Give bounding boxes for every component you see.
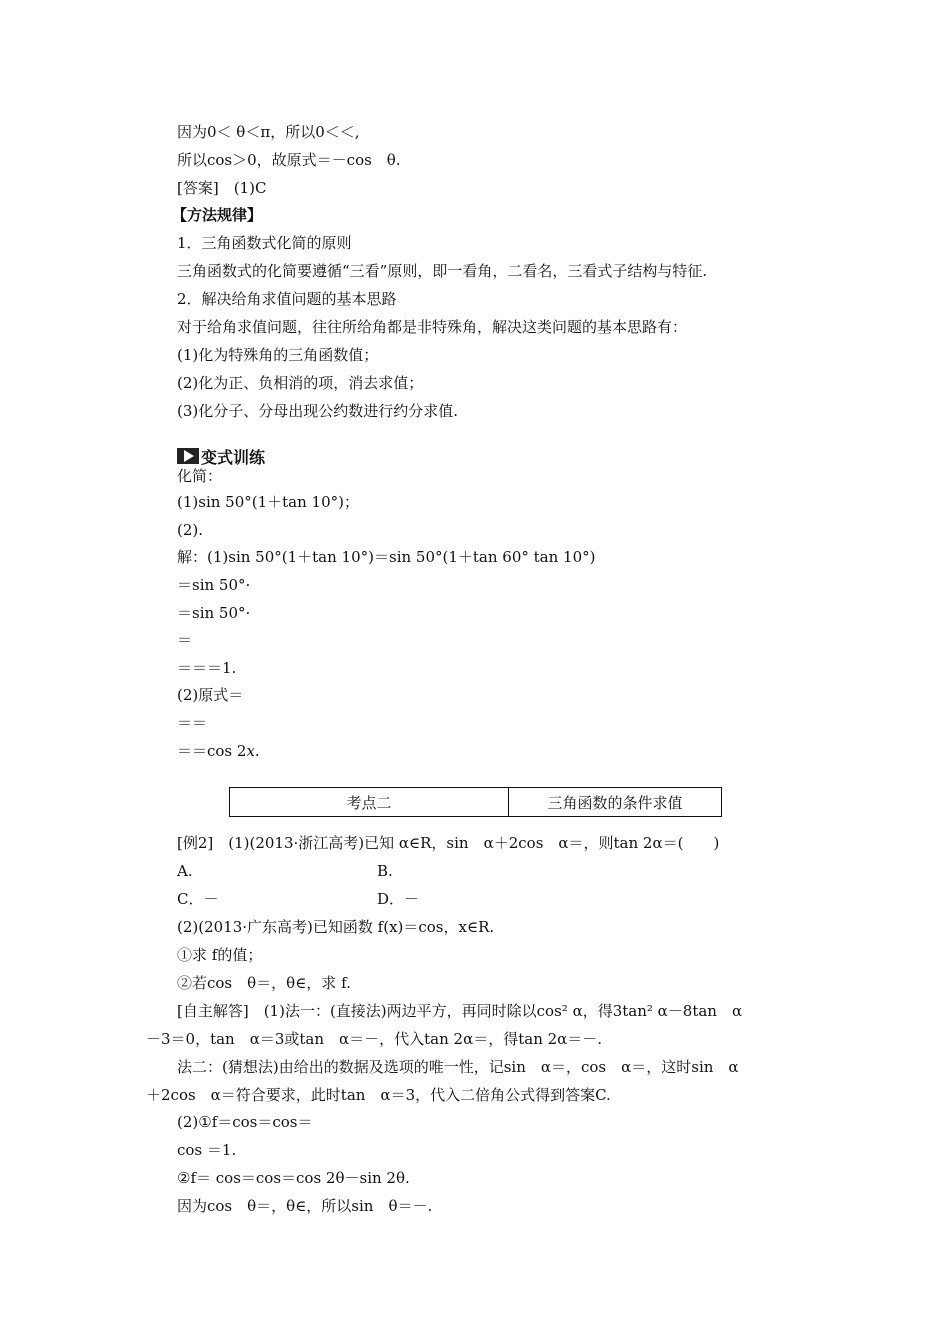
text-line: ＝＝＝1.	[177, 659, 237, 677]
text-line: ＝sin 50°·	[177, 576, 251, 594]
text-line: (1)sin 50°(1＋tan 10°)；	[177, 493, 359, 511]
text-line: 对于给角求值问题，往往所给角都是非特殊角，解决这类问题的基本思路有：	[177, 318, 688, 336]
text-line: 所以cos＞0，故原式＝－cos θ.	[177, 151, 401, 169]
option-a: A.	[177, 862, 193, 880]
play-icon	[177, 448, 199, 464]
text-line: ＋2cos α＝符合要求，此时tan α＝3，代入二倍角公式得到答案C.	[146, 1086, 611, 1104]
text-line: 1．三角函数式化简的原则	[177, 234, 352, 252]
text-line: (2).	[177, 521, 204, 539]
text-line: 2．解决给角求值问题的基本思路	[177, 290, 397, 308]
text-line: (2)①f＝cos＝cos＝	[177, 1113, 313, 1131]
text-line: ②若cos θ＝，θ∈，求 f.	[177, 974, 351, 992]
text-line: ＝	[177, 631, 193, 649]
text-line	[177, 741, 260, 761]
text-segment: ＝＝cos 2	[177, 742, 247, 760]
text-line: cos ＝1.	[177, 1141, 237, 1159]
topic-table	[229, 787, 722, 817]
text-line: (2)(2013·广东高考)已知函数 f(x)＝cos，x∈R.	[177, 918, 495, 936]
text-line: 因为cos θ＝，θ∈，所以sin θ＝－.	[177, 1197, 433, 1215]
text-line: 因为0＜ θ＜π，所以0＜＜,	[177, 123, 360, 141]
option-d: D．－	[377, 890, 420, 908]
option-c: C．－	[177, 890, 219, 908]
topic-label: 考点二	[230, 788, 509, 817]
text-line: ＝sin 50°·	[177, 604, 251, 622]
text-line: (1)化为特殊角的三角函数值；	[177, 346, 379, 364]
text-line: [自主解答] (1)法一：(直接法)两边平方，再同时除以cos² α，得3tan² α－8tan α	[177, 1002, 743, 1020]
method-heading: 【方法规律】	[172, 206, 263, 224]
text-line: ②f＝ cos＝cos＝cos 2θ－sin 2θ.	[177, 1169, 410, 1187]
text-line: －3＝0，tan α＝3或tan α＝－，代入tan 2α＝，得tan 2α＝－.	[146, 1030, 603, 1048]
text-line: [例2] (1)(2013·浙江高考)已知 α∈R，sin α＋2cos α＝，则tan 2α＝( )	[177, 834, 720, 852]
option-b: B.	[377, 862, 393, 880]
variant-training-label: 变式训练	[201, 447, 266, 467]
text-line: 法二：(猜想法)由给出的数据及选项的唯一性，记sin α＝，cos α＝，这时sin α	[177, 1058, 739, 1076]
text-segment: x	[246, 742, 255, 760]
text-line: ①求 f的值；	[177, 946, 263, 964]
topic-title: 三角函数的条件求值	[509, 788, 722, 817]
text-line: 化简：	[177, 467, 223, 485]
text-line: (3)化分子、分母出现公约数进行约分求值.	[177, 402, 459, 420]
answer-line: [答案] (1)C	[177, 179, 267, 197]
text-segment: .	[254, 742, 260, 760]
text-line: (2)化为正、负相消的项，消去求值；	[177, 374, 424, 392]
text-line: 三角函数式的化简要遵循“三看”原则，即一看角，二看名，三看式子结构与特征.	[177, 262, 708, 280]
text-line: 解：(1)sin 50°(1＋tan 10°)＝sin 50°(1＋tan 60° tan 10°)	[177, 548, 596, 566]
text-line: ＝＝	[177, 714, 208, 732]
text-line: (2)原式＝	[177, 686, 244, 704]
variant-training-heading	[177, 446, 265, 466]
